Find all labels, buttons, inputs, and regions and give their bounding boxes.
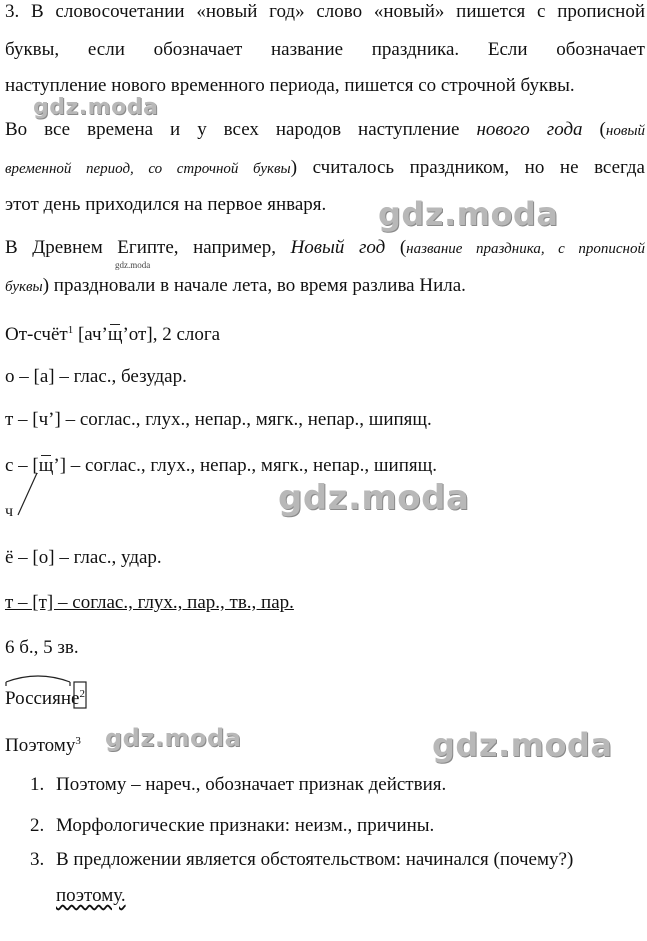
analysis-header [5,318,220,347]
watermark-2: gdz.moda [378,195,559,233]
analysis-row-4: ч [5,503,14,520]
analysis-word: От-счёт [5,324,68,345]
p2-paren: ( [582,119,606,140]
watermark-3: gdz.moda [278,478,470,518]
footnote-3: 3 [75,735,81,747]
poetomu-item-3-cont: поэтому. [56,885,126,906]
transcription-c: ’от], 2 слога [122,324,221,345]
poetomu-item-3 [30,848,573,872]
p2-note-cont: временной период, со строчной буквы [5,161,291,177]
p1-line3: наступление нового временного периода, пишется со строчной буквы. [5,75,575,96]
merge-bracket-line [10,470,40,520]
p2-line2 [5,156,645,181]
row3-c: ’] – соглас., глух., непар., мягк., непар., шипящ. [53,455,438,476]
analysis-row-6: т – [т] – соглас., глух., пар., тв., пар. [5,592,294,613]
p1-line2: буквы, если обозначает название праздника. Если обозначает [5,39,645,60]
item-text: Поэтому – нареч., обозначает признак действия. [56,774,447,795]
footnote-2: 2 [79,688,85,700]
p3-text: В Древнем Египте, например, [5,237,291,258]
item-text: В предложении является обстоятельством: начинался (почему?) [56,849,574,870]
analysis-row-1: о – [а] – глас., безудар. [5,366,187,387]
row3-shch: щ [38,455,54,476]
watermark-4: gdz.moda [105,724,242,752]
item-text: Морфологические признаки: неизм., причины. [56,815,435,836]
p3-text-2: ) праздновали в начале лета, во время разлива Нила. [42,275,466,296]
transcription-a: [ач’ [73,324,108,345]
item-number: 2. [30,815,45,836]
watermark-1: gdz.moda [33,95,159,120]
morph-word: Россияне [5,688,80,709]
p1-line1: 3. В словосочетании «новый год» слово «новый» пишется с прописной [5,1,645,22]
analysis-row-5: ё – [о] – глас., удар. [5,547,162,568]
footnote-1: 1 [67,324,74,336]
p2-line1 [5,118,645,143]
analysis-row-2: т – [ч’] – соглас., глух., непар., мягк., непар., шипящ. [5,409,432,430]
p2-italic-term: нового года [476,119,583,140]
poetomu-header [5,729,81,758]
p3-line1 [5,236,645,261]
transcription-shch: щ [107,324,123,345]
poetomu-item-1 [30,773,446,797]
poetomu-word: Поэтому [5,735,76,756]
item-number: 1. [30,774,45,795]
watermark-5: gdz.moda [432,726,613,764]
p2-text-2: ) считалось праздником, но не всегда [290,157,645,178]
morpheme-marks [2,672,102,712]
p3-line2 [5,274,466,299]
row3-a: с – [ [5,455,39,476]
p2-text: Во все времена и у всех народов наступление [5,119,477,140]
p3-italic-term: Новый год [290,237,386,258]
analysis-summary: 6 б., 5 зв. [5,637,79,658]
p2-line3: этот день приходился на первое января. [5,194,327,215]
p2-note: новый [605,123,645,139]
p3-note-cont: буквы [5,279,43,295]
p3-paren: ( [385,237,407,258]
watermark-small: gdz.moda [115,260,151,270]
analysis-row-3 [5,454,437,478]
item-number: 3. [30,849,45,870]
p3-note: название праздника, с прописной [406,241,645,257]
poetomu-item-2 [30,814,434,838]
